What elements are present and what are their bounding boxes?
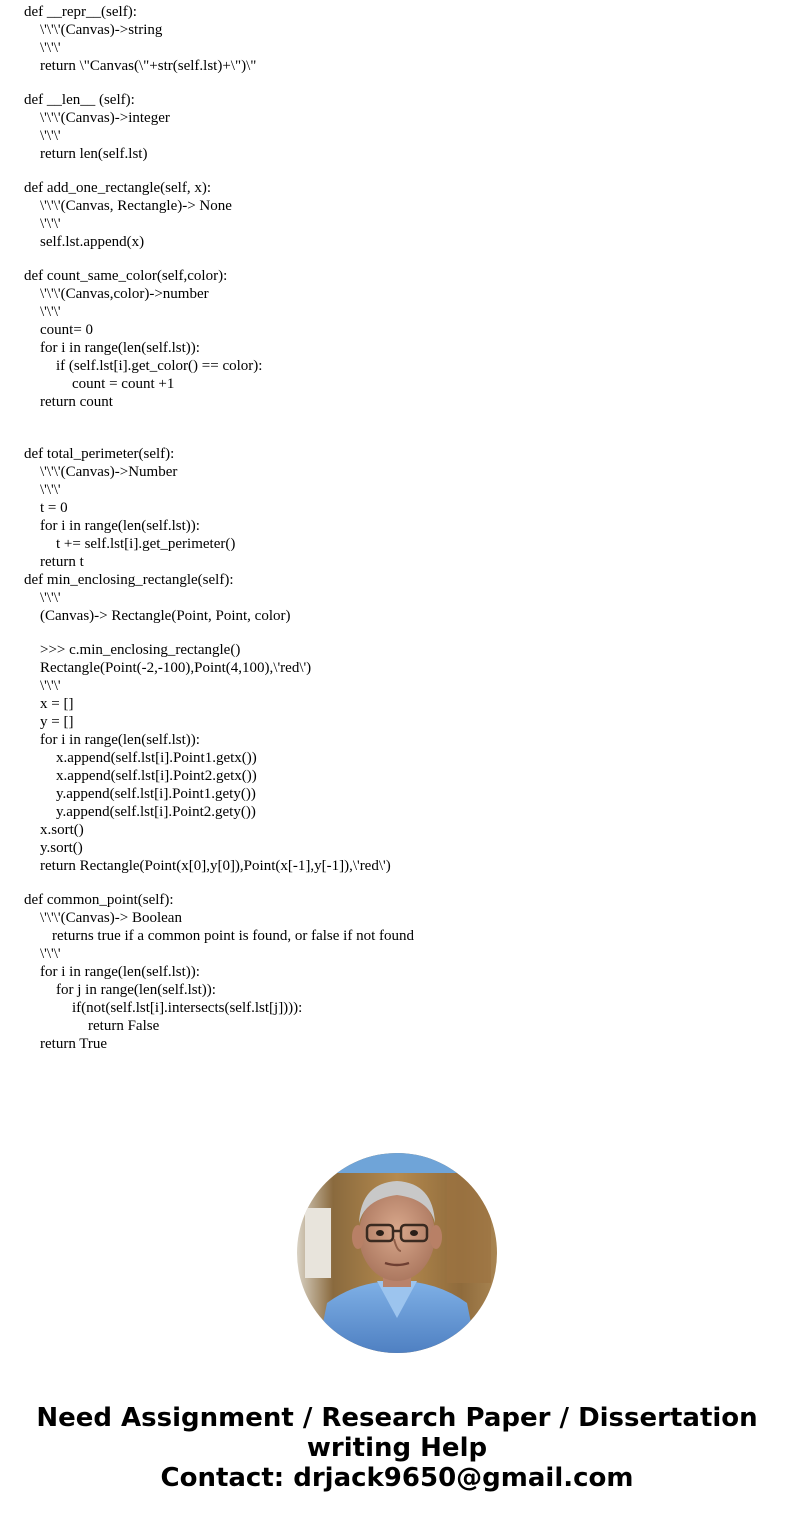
promo-contact: Contact: drjack9650@gmail.com [160, 1463, 634, 1493]
code-line: \'\'\' [40, 678, 61, 694]
code-line: \'\'\'(Canvas, Rectangle)-> None [40, 198, 232, 214]
code-line: def min_enclosing_rectangle(self): [24, 572, 234, 588]
code-line: x.sort() [40, 822, 84, 838]
code-line: for i in range(len(self.lst)): [40, 964, 200, 980]
code-line: def total_perimeter(self): [24, 446, 175, 462]
avatar [297, 1153, 497, 1353]
code-line: \'\'\' [40, 128, 61, 144]
code-line: if(not(self.lst[i].intersects(self.lst[j]))): [72, 1000, 303, 1016]
code-line: return False [88, 1018, 160, 1034]
code-line [24, 251, 764, 267]
code-line [24, 411, 764, 445]
code-line: \'\'\'(Canvas)->integer [40, 110, 170, 126]
code-line: return True [40, 1036, 108, 1052]
code-line: \'\'\'(Canvas)->Number [40, 464, 178, 480]
code-line: Rectangle(Point(-2,-100),Point(4,100),\'red\') [40, 660, 312, 676]
code-line: \'\'\' [40, 304, 61, 320]
code-line: y.append(self.lst[i].Point1.gety()) [56, 786, 256, 802]
code-line: y = [] [40, 714, 74, 730]
code-line: \'\'\' [40, 482, 61, 498]
code-line: y.sort() [40, 840, 83, 856]
code-line: x.append(self.lst[i].Point2.getx()) [56, 768, 257, 784]
code-line: \'\'\' [40, 40, 61, 56]
code-line [24, 163, 764, 179]
code-line [24, 875, 764, 891]
code-line: \'\'\'(Canvas)->string [40, 22, 163, 38]
code-line: for i in range(len(self.lst)): [40, 518, 200, 534]
code-line [24, 625, 764, 641]
code-line: t += self.lst[i].get_perimeter() [56, 536, 236, 552]
code-line: return count [40, 394, 113, 410]
code-line: \'\'\' [40, 946, 61, 962]
code-line: count= 0 [40, 322, 94, 338]
code-line: >>> c.min_enclosing_rectangle() [40, 642, 241, 658]
code-line: return t [40, 554, 84, 570]
code-line: return len(self.lst) [40, 146, 148, 162]
person-portrait-icon [297, 1153, 497, 1353]
code-line [24, 75, 764, 91]
code-listing [24, 3, 764, 1053]
code-line: def __len__ (self): [24, 92, 135, 108]
code-line: t = 0 [40, 500, 68, 516]
code-line: x.append(self.lst[i].Point1.getx()) [56, 750, 257, 766]
code-line: count = count +1 [72, 376, 175, 392]
code-line: \'\'\' [40, 216, 61, 232]
code-line: def count_same_color(self,color): [24, 268, 228, 284]
code-line: \'\'\'(Canvas,color)->number [40, 286, 209, 302]
code-line: for i in range(len(self.lst)): [40, 340, 200, 356]
code-line: for j in range(len(self.lst)): [56, 982, 216, 998]
code-line: def __repr__(self): [24, 4, 137, 20]
code-line: \'\'\' [40, 590, 61, 606]
promo-line-2: writing Help [306, 1433, 488, 1463]
promo-line-1: Need Assignment / Research Paper / Dissertation [36, 1403, 758, 1433]
code-line: def add_one_rectangle(self, x): [24, 180, 211, 196]
promo-banner [0, 1403, 794, 1493]
code-line: (Canvas)-> Rectangle(Point, Point, color) [40, 608, 291, 624]
code-line: self.lst.append(x) [40, 234, 145, 250]
code-line: x = [] [40, 696, 74, 712]
code-line: def common_point(self): [24, 892, 174, 908]
code-line: y.append(self.lst[i].Point2.gety()) [56, 804, 256, 820]
code-line: return Rectangle(Point(x[0],y[0]),Point(x[-1],y[-1]),\'red\') [40, 858, 391, 874]
code-line: return \"Canvas(\"+str(self.lst)+\")\" [40, 58, 257, 74]
code-line: \'\'\'(Canvas)-> Boolean [40, 910, 182, 926]
code-line: for i in range(len(self.lst)): [40, 732, 200, 748]
code-line: if (self.lst[i].get_color() == color): [56, 358, 263, 374]
code-line: returns true if a common point is found, or false if not found [52, 928, 415, 944]
